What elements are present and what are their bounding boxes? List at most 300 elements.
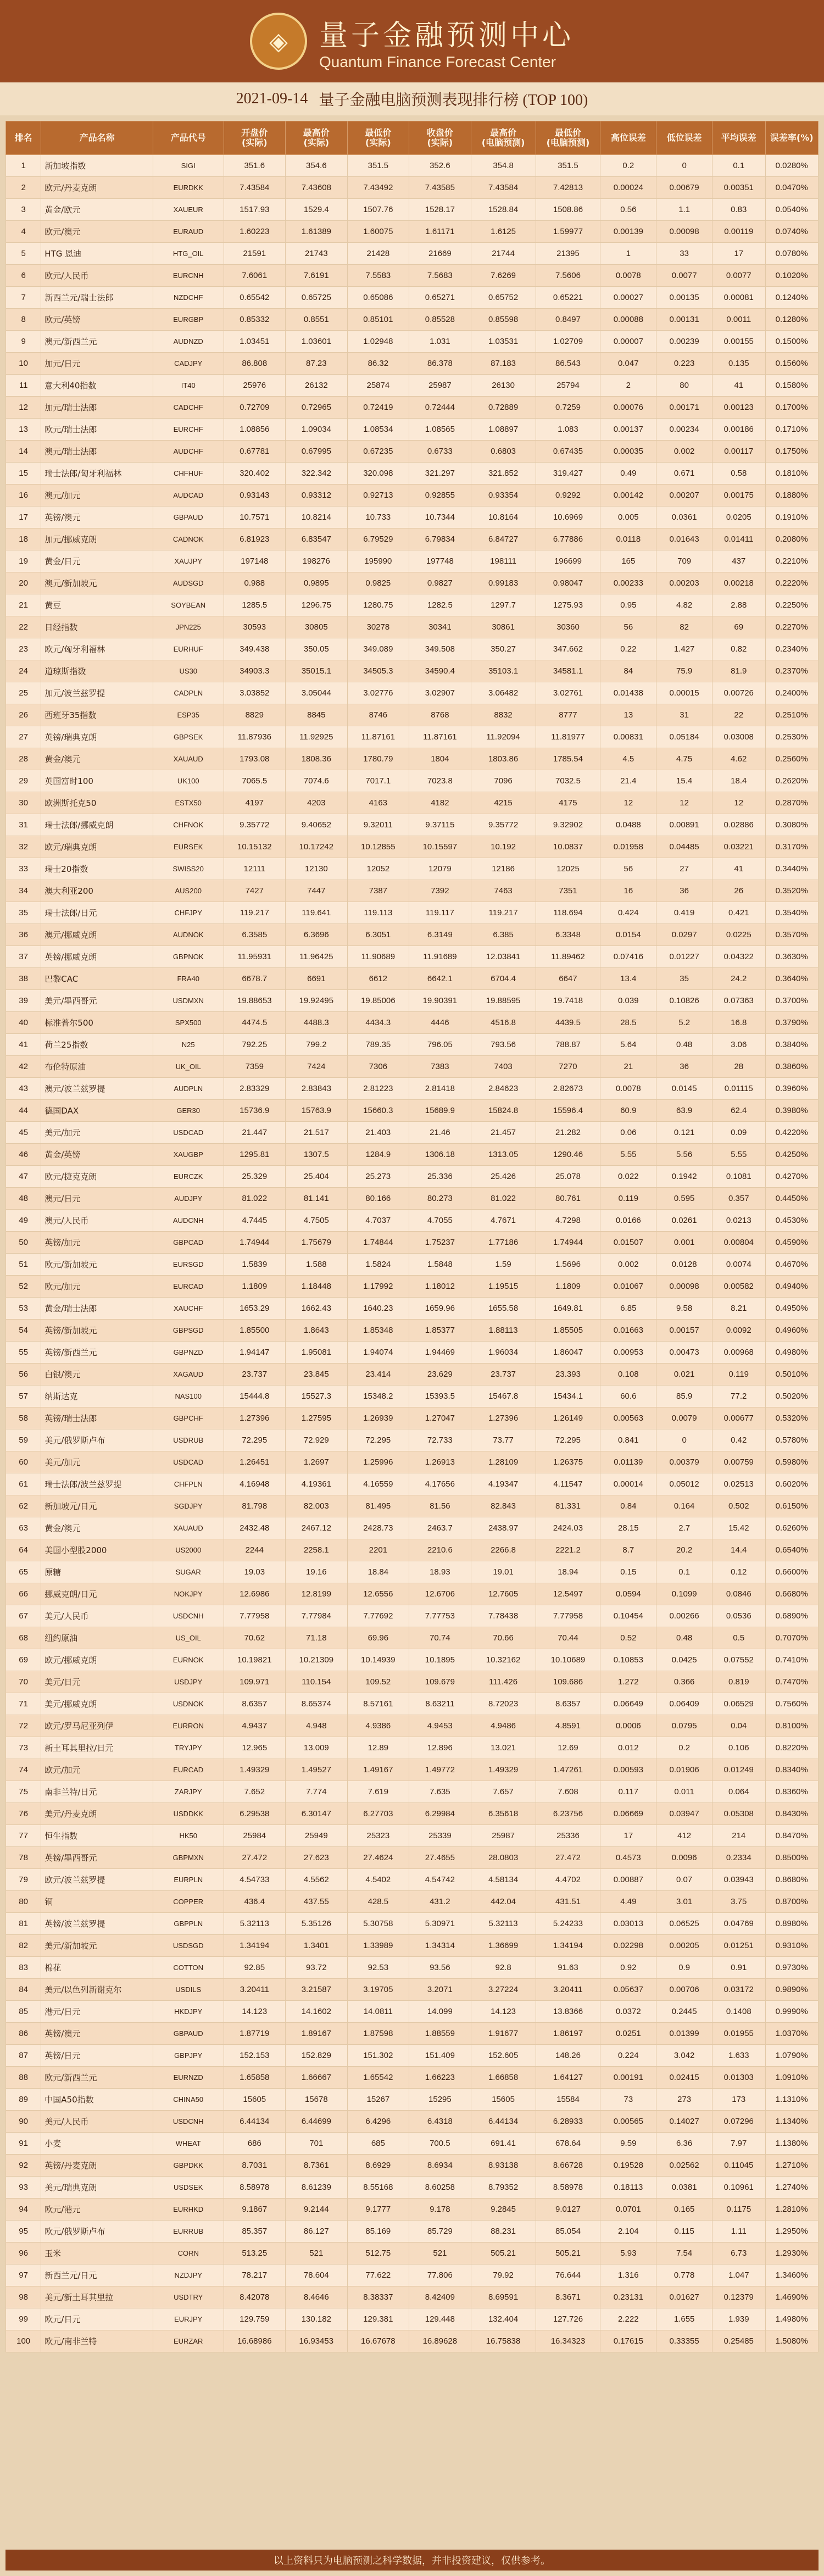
cell-high-actual: 9.40652 [286,814,348,836]
cell-low-actual: 12052 [347,858,409,880]
cell-product-name: 美国小型股2000 [41,1539,153,1561]
table-row [6,1781,819,1803]
cell-high-predicted: 1.36699 [471,1935,536,1957]
cell-high-error: 0.022 [600,1166,656,1188]
cell-high-predicted: 6704.4 [471,968,536,990]
cell-product-code: GBPNZD [153,1342,224,1364]
cell-low-predicted: 196699 [536,550,600,572]
cell-close: 2210.6 [409,1539,471,1561]
cell-open: 70.62 [224,1627,286,1649]
cell-product-name: 黄金/英镑 [41,1144,153,1166]
cell-close: 80.273 [409,1188,471,1210]
cell-low-actual: 7306 [347,1056,409,1078]
cell-rank: 37 [6,946,41,968]
header-product-name: 产品名称 [41,121,153,155]
cell-product-name: 美元/丹麦克朗 [41,1803,153,1825]
cell-low-predicted: 347.662 [536,638,600,660]
cell-product-name: 欧元/港元 [41,2199,153,2221]
cell-product-name: 英镑/新加坡元 [41,1320,153,1342]
cell-high-actual: 1307.5 [286,1144,348,1166]
cell-product-name: 瑞士法郎/日元 [41,902,153,924]
cell-close: 6.4318 [409,2111,471,2133]
cell-low-error: 0.0361 [656,507,712,528]
cell-high-actual: 1662.43 [286,1298,348,1320]
cell-avg-error: 14.4 [712,1539,765,1561]
cell-low-actual: 19.85006 [347,990,409,1012]
table-row [6,1100,819,1122]
cell-avg-error: 0.42 [712,1429,765,1451]
brand-name-en: Quantum Finance Forecast Center [319,53,556,70]
cell-high-error: 4.49 [600,1891,656,1913]
cell-high-actual: 4488.3 [286,1012,348,1034]
cell-high-actual: 1.03601 [286,331,348,353]
cell-avg-error: 0.01115 [712,1078,765,1100]
cell-avg-error: 18.4 [712,770,765,792]
cell-product-name: 新土耳其里拉/日元 [41,1737,153,1759]
cell-high-actual: 19.92495 [286,990,348,1012]
cell-avg-error: 17 [712,243,765,265]
cell-high-actual: 1.18448 [286,1276,348,1298]
cell-error-rate: 0.8220% [765,1737,819,1759]
cell-rank: 10 [6,353,41,375]
cell-low-predicted: 6647 [536,968,600,990]
cell-high-actual: 1.09034 [286,419,348,441]
cell-close: 1.08565 [409,419,471,441]
table-row [6,638,819,660]
cell-product-code: EURZAR [153,2330,224,2352]
cell-high-error: 2.104 [600,2221,656,2243]
table-row [6,441,819,463]
cell-high-error: 0.02298 [600,1935,656,1957]
cell-rank: 44 [6,1100,41,1122]
cell-low-actual: 25874 [347,375,409,397]
table-row [6,1627,819,1649]
cell-close: 25987 [409,375,471,397]
cell-low-actual: 21428 [347,243,409,265]
cell-rank: 31 [6,814,41,836]
cell-high-error: 0.92 [600,1957,656,1979]
cell-close: 0.92855 [409,485,471,507]
cell-open: 1.94147 [224,1342,286,1364]
cell-error-rate: 0.4980% [765,1342,819,1364]
cell-open: 7.6061 [224,265,286,287]
cell-low-actual: 1.17992 [347,1276,409,1298]
cell-close: 352.6 [409,155,471,177]
cell-product-code: USDSEK [153,2177,224,2199]
cell-close: 7.5683 [409,265,471,287]
disclaimer-footer: 以上资料只为电脑预测之科学数据，并非投资建议，仅供参考。 [5,2550,819,2571]
cell-low-actual: 2.81223 [347,1078,409,1100]
cell-low-predicted: 2221.2 [536,1539,600,1561]
cell-open: 8.42078 [224,2286,286,2308]
table-row [6,858,819,880]
cell-high-predicted: 1.88113 [471,1320,536,1342]
cell-low-predicted: 8.66728 [536,2155,600,2177]
cell-high-predicted: 7.6269 [471,265,536,287]
table-row [6,1429,819,1451]
cell-avg-error: 0.07552 [712,1649,765,1671]
cell-error-rate: 0.9990% [765,2001,819,2023]
cell-rank: 24 [6,660,41,682]
table-row [6,1583,819,1605]
cell-low-error: 0.04485 [656,836,712,858]
cell-avg-error: 0.05308 [712,1803,765,1825]
cell-rank: 52 [6,1276,41,1298]
cell-open: 1285.5 [224,594,286,616]
cell-high-error: 0.005 [600,507,656,528]
cell-open: 10.7571 [224,507,286,528]
cell-avg-error: 28 [712,1056,765,1078]
cell-avg-error: 0.04 [712,1715,765,1737]
cell-low-actual: 34505.3 [347,660,409,682]
cell-low-error: 1.427 [656,638,712,660]
cell-high-predicted: 4215 [471,792,536,814]
cell-open: 10.19821 [224,1649,286,1671]
cell-close: 1.5848 [409,1254,471,1276]
cell-low-actual: 0.72419 [347,397,409,419]
cell-high-predicted: 1.27396 [471,1407,536,1429]
cell-avg-error: 0.03943 [712,1869,765,1891]
cell-high-actual: 2.83843 [286,1078,348,1100]
cell-avg-error: 0.25485 [712,2330,765,2352]
cell-low-error: 0.00098 [656,221,712,243]
cell-high-predicted: 0.99183 [471,572,536,594]
table-row [6,1320,819,1342]
cell-rank: 61 [6,1473,41,1495]
cell-error-rate: 1.1340% [765,2111,819,2133]
cell-avg-error: 0.1 [712,155,765,177]
cell-high-predicted: 2438.97 [471,1517,536,1539]
cell-product-code: EURPLN [153,1869,224,1891]
cell-open: 25984 [224,1825,286,1847]
cell-high-error: 0.84 [600,1495,656,1517]
cell-high-predicted: 7403 [471,1056,536,1078]
cell-product-code: EURCZK [153,1166,224,1188]
table-row [6,2199,819,2221]
cell-low-predicted: 19.7418 [536,990,600,1012]
cell-error-rate: 0.4270% [765,1166,819,1188]
cell-rank: 42 [6,1056,41,1078]
cell-open: 1.34194 [224,1935,286,1957]
table-row [6,2045,819,2067]
cell-avg-error: 0.00726 [712,682,765,704]
cell-rank: 14 [6,441,41,463]
cell-close: 16.89628 [409,2330,471,2352]
table-row [6,221,819,243]
cell-high-predicted: 132.404 [471,2308,536,2330]
cell-close: 4.7055 [409,1210,471,1232]
cell-product-name: 挪威克朗/日元 [41,1583,153,1605]
cell-error-rate: 0.9890% [765,1979,819,2001]
cell-high-actual: 8.61239 [286,2177,348,2199]
cell-low-actual: 1.33989 [347,1935,409,1957]
cell-error-rate: 0.1810% [765,463,819,485]
cell-high-predicted: 119.217 [471,902,536,924]
cell-high-actual: 21.517 [286,1122,348,1144]
cell-open: 119.217 [224,902,286,924]
cell-product-name: 澳元/瑞士法郎 [41,441,153,463]
cell-product-code: GBPSGD [153,1320,224,1342]
cell-high-error: 0.00831 [600,726,656,748]
cell-close: 10.15597 [409,836,471,858]
cell-product-name: 英镑/瑞典克朗 [41,726,153,748]
cell-open: 11.87936 [224,726,286,748]
cell-error-rate: 0.8430% [765,1803,819,1825]
cell-low-predicted: 9.0127 [536,2199,600,2221]
table-row [6,1517,819,1539]
cell-error-rate: 0.1240% [765,287,819,309]
cell-close: 4182 [409,792,471,814]
cell-rank: 88 [6,2067,41,2089]
cell-error-rate: 1.0370% [765,2023,819,2045]
cell-rank: 49 [6,1210,41,1232]
cell-product-code: GBPJPY [153,2045,224,2067]
table-row [6,2265,819,2286]
cell-low-error: 0.021 [656,1364,712,1386]
cell-product-name: 纳斯达克 [41,1386,153,1407]
cell-open: 30593 [224,616,286,638]
cell-open: 1517.93 [224,199,286,221]
cell-avg-error: 0.02886 [712,814,765,836]
cell-product-name: 英镑/墨西哥元 [41,1847,153,1869]
cell-product-code: AUDCNH [153,1210,224,1232]
table-row [6,1737,819,1759]
cell-avg-error: 0.00677 [712,1407,765,1429]
cell-product-name: 标准普尔500 [41,1012,153,1034]
cell-high-actual: 1.3401 [286,1935,348,1957]
cell-open: 15444.8 [224,1386,286,1407]
cell-product-name: 欧元/南非兰特 [41,2330,153,2352]
cell-product-name: 白银/澳元 [41,1364,153,1386]
table-row [6,660,819,682]
cell-high-error: 0.002 [600,1254,656,1276]
cell-product-code: EURJPY [153,2308,224,2330]
cell-avg-error: 12 [712,792,765,814]
cell-high-predicted: 12186 [471,858,536,880]
cell-product-name: 欧元/瑞士法郎 [41,419,153,441]
cell-high-actual: 82.003 [286,1495,348,1517]
cell-low-actual: 92.53 [347,1957,409,1979]
cell-rank: 89 [6,2089,41,2111]
cell-product-code: USDJPY [153,1671,224,1693]
cell-low-actual: 1280.75 [347,594,409,616]
cell-high-actual: 7.774 [286,1781,348,1803]
cell-product-code: HTG_OIL [153,243,224,265]
cell-low-error: 35 [656,968,712,990]
cell-open: 6.44134 [224,2111,286,2133]
cell-high-predicted: 1.77186 [471,1232,536,1254]
cell-product-name: 黄金/澳元 [41,1517,153,1539]
cell-low-actual: 0.67235 [347,441,409,463]
cell-high-error: 73 [600,2089,656,2111]
cell-low-error: 0.2 [656,1737,712,1759]
cell-rank: 75 [6,1781,41,1803]
cell-low-actual: 685 [347,2133,409,2155]
cell-high-actual: 1.2697 [286,1451,348,1473]
cell-high-error: 0.00139 [600,221,656,243]
cell-high-predicted: 8.93138 [471,2155,536,2177]
cell-high-error: 5.55 [600,1144,656,1166]
cell-product-name: 西班牙35指数 [41,704,153,726]
cell-open: 15605 [224,2089,286,2111]
cell-high-predicted: 14.123 [471,2001,536,2023]
cell-low-error: 0.01627 [656,2286,712,2308]
cell-open: 8829 [224,704,286,726]
cell-low-error: 15.4 [656,770,712,792]
cell-high-error: 0.00233 [600,572,656,594]
cell-error-rate: 0.2560% [765,748,819,770]
cell-low-predicted: 7.608 [536,1781,600,1803]
cell-high-actual: 4203 [286,792,348,814]
cell-close: 6.3149 [409,924,471,946]
cell-open: 7065.5 [224,770,286,792]
cell-product-code: SOYBEAN [153,594,224,616]
cell-avg-error: 2.88 [712,594,765,616]
cell-product-name: 美元/墨西哥元 [41,990,153,1012]
cell-low-actual: 4.9386 [347,1715,409,1737]
cell-rank: 5 [6,243,41,265]
cell-rank: 11 [6,375,41,397]
cell-avg-error: 0.04322 [712,946,765,968]
cell-product-code: USDCNH [153,2111,224,2133]
cell-open: 21591 [224,243,286,265]
cell-low-predicted: 25.078 [536,1166,600,1188]
cell-low-actual: 80.166 [347,1188,409,1210]
cell-close: 70.74 [409,1627,471,1649]
cell-low-predicted: 12.69 [536,1737,600,1759]
cell-open: 16.68986 [224,2330,286,2352]
cell-open: 792.25 [224,1034,286,1056]
cell-high-error: 0.0166 [600,1210,656,1232]
cell-product-name: 新加坡元/日元 [41,1495,153,1517]
table-row [6,463,819,485]
cell-low-predicted: 6.77886 [536,528,600,550]
cell-high-actual: 87.23 [286,353,348,375]
cell-error-rate: 0.6020% [765,1473,819,1495]
cell-low-predicted: 27.472 [536,1847,600,1869]
cell-rank: 17 [6,507,41,528]
cell-product-code: US30 [153,660,224,682]
cell-high-error: 0.00035 [600,441,656,463]
cell-low-predicted: 76.644 [536,2265,600,2286]
cell-low-predicted: 7351 [536,880,600,902]
cell-low-error: 0.595 [656,1188,712,1210]
cell-high-predicted: 2.84623 [471,1078,536,1100]
cell-high-predicted: 1.91677 [471,2023,536,2045]
cell-high-error: 56 [600,616,656,638]
cell-close: 8.6934 [409,2155,471,2177]
cell-avg-error: 0.5 [712,1627,765,1649]
cell-high-actual: 7.77984 [286,1605,348,1627]
cell-product-code: CHINA50 [153,2089,224,2111]
cell-rank: 40 [6,1012,41,1034]
cell-high-error: 0.06669 [600,1803,656,1825]
report-date: 2021-09-14 [236,90,308,107]
cell-open: 4197 [224,792,286,814]
cell-high-error: 0.01958 [600,836,656,858]
cell-low-actual: 21.403 [347,1122,409,1144]
cell-high-predicted: 3.27224 [471,1979,536,2001]
cell-product-name: 玉米 [41,2243,153,2265]
cell-error-rate: 0.8700% [765,1891,819,1913]
cell-low-predicted: 0.8497 [536,309,600,331]
cell-product-code: COTTON [153,1957,224,1979]
cell-rank: 68 [6,1627,41,1649]
cell-high-predicted: 12.03841 [471,946,536,968]
cell-error-rate: 0.4250% [765,1144,819,1166]
cell-high-predicted: 81.022 [471,1188,536,1210]
cell-rank: 97 [6,2265,41,2286]
cell-low-predicted: 72.295 [536,1429,600,1451]
cell-low-actual: 119.113 [347,902,409,924]
cell-product-name: 加元/瑞士法郎 [41,397,153,419]
cell-low-actual: 12.89 [347,1737,409,1759]
cell-high-actual: 1529.4 [286,199,348,221]
cell-product-name: 美元/俄罗斯卢布 [41,1429,153,1451]
cell-low-predicted: 23.393 [536,1364,600,1386]
cell-high-predicted: 793.56 [471,1034,536,1056]
cell-high-predicted: 10.32162 [471,1649,536,1671]
cell-avg-error: 8.21 [712,1298,765,1320]
table-row [6,2001,819,2023]
cell-low-predicted: 118.694 [536,902,600,924]
cell-high-actual: 110.154 [286,1671,348,1693]
cell-low-error: 0.2445 [656,2001,712,2023]
cell-rank: 59 [6,1429,41,1451]
cell-close: 11.91689 [409,946,471,968]
cell-product-code: WHEAT [153,2133,224,2155]
table-row [6,331,819,353]
cell-product-code: UK_OIL [153,1056,224,1078]
cell-high-error: 2.222 [600,2308,656,2330]
cell-low-error: 0.00234 [656,419,712,441]
cell-low-actual: 6.27703 [347,1803,409,1825]
cell-rank: 60 [6,1451,41,1473]
cell-high-predicted: 1.49329 [471,1759,536,1781]
cell-avg-error: 6.73 [712,2243,765,2265]
cell-low-actual: 23.414 [347,1364,409,1386]
cell-low-actual: 9.1777 [347,2199,409,2221]
cell-avg-error: 0.07363 [712,990,765,1012]
cell-high-actual: 8.65374 [286,1693,348,1715]
cell-product-code: ZARJPY [153,1781,224,1803]
cell-product-code: XAUAUD [153,748,224,770]
cell-open: 72.295 [224,1429,286,1451]
cell-low-error: 0.33355 [656,2330,712,2352]
cell-product-code: HK50 [153,1825,224,1847]
cell-product-name: 欧元/丹麦克朗 [41,177,153,199]
cell-rank: 65 [6,1561,41,1583]
cell-high-error: 0.00593 [600,1759,656,1781]
cell-avg-error: 0.0536 [712,1605,765,1627]
cell-avg-error: 0.064 [712,1781,765,1803]
cell-open: 14.123 [224,2001,286,2023]
cell-avg-error: 0.0077 [712,265,765,287]
cell-low-predicted: 0.9292 [536,485,600,507]
cell-rank: 69 [6,1649,41,1671]
cell-product-name: 瑞士法郎/匈牙利福林 [41,463,153,485]
cell-high-actual: 322.342 [286,463,348,485]
cell-open: 0.85332 [224,309,286,331]
cell-high-actual: 7074.6 [286,770,348,792]
cell-high-predicted: 350.27 [471,638,536,660]
table-row [6,2286,819,2308]
cell-high-error: 0.00088 [600,309,656,331]
cell-high-predicted: 0.6803 [471,441,536,463]
cell-product-name: 棉花 [41,1957,153,1979]
cell-low-error: 33 [656,243,712,265]
cell-product-name: 美元/人民币 [41,2111,153,2133]
